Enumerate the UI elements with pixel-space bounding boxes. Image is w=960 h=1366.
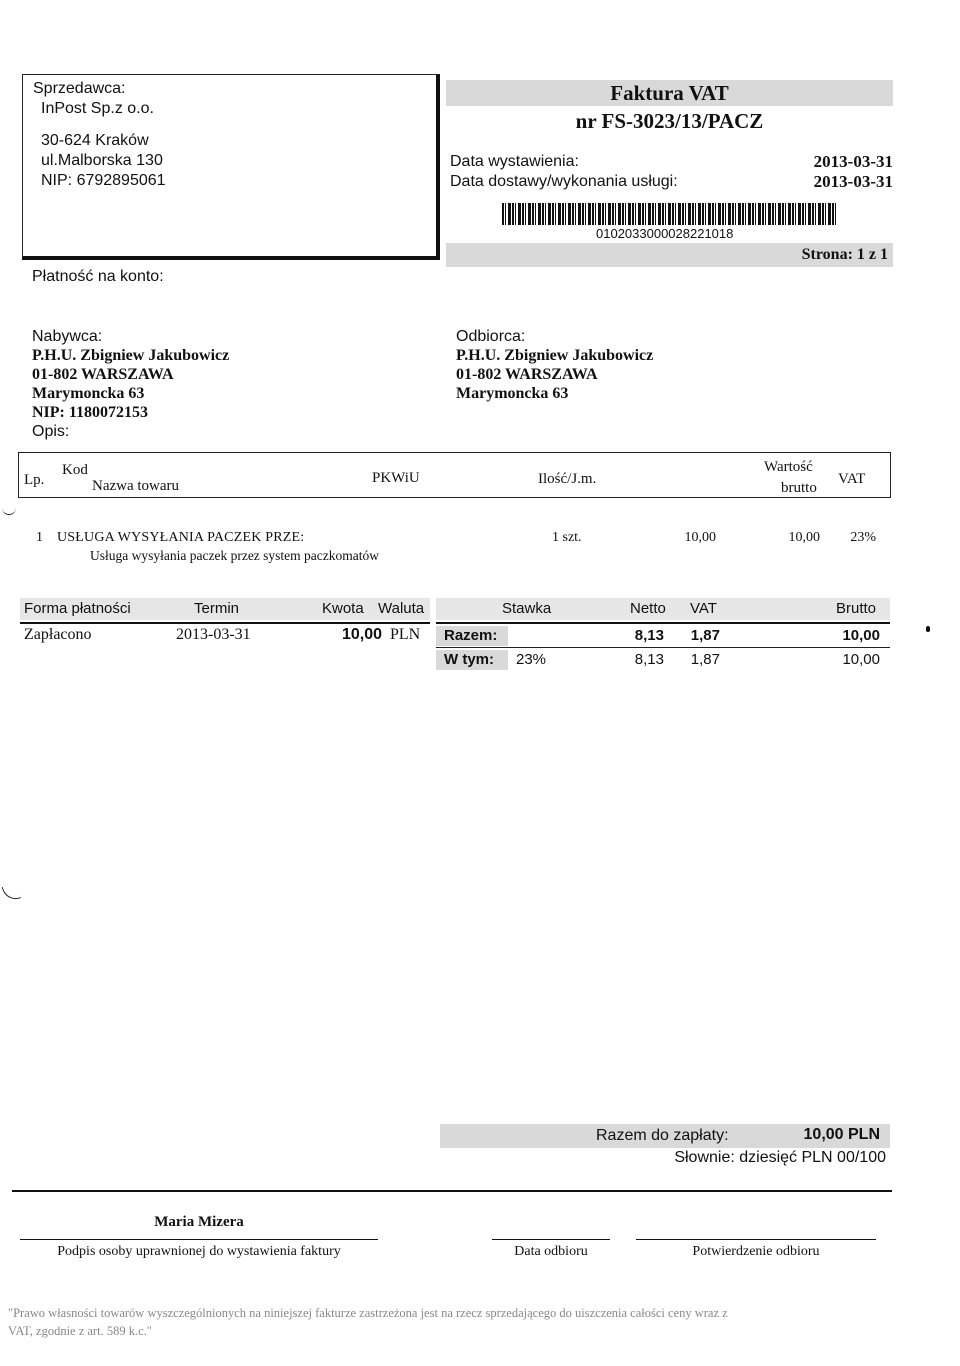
date-line (492, 1239, 610, 1240)
total-label: Razem do zapłaty: (596, 1127, 729, 1144)
item-qty: 1 szt. (552, 530, 582, 545)
total-amount: 10,00 PLN (803, 1126, 880, 1143)
recipient-name: P.H.U. Zbigniew Jakubowicz (456, 347, 654, 364)
confirm-caption: Potwierdzenie odbioru (692, 1244, 820, 1259)
vat-wtym-brutto: 10,00 (842, 651, 880, 668)
page-indicator: Strona: 1 z 1 (801, 246, 888, 263)
seller-name: InPost Sp.z o.o. (41, 100, 154, 117)
vat-wtym-vat: 1,87 (690, 651, 720, 668)
payment-method-label: Płatność na konto: (32, 268, 164, 285)
seller-nip: NIP: 6792895061 (41, 172, 166, 189)
recipient-city: 01-802 WARSZAWA (456, 366, 598, 383)
vat-header-netto: Netto (630, 600, 666, 617)
issue-date-label: Data wystawienia: (450, 153, 579, 170)
vat-wtym-netto: 8,13 (634, 651, 664, 668)
header-ilosc: Ilość/J.m. (538, 471, 597, 487)
seller-label: Sprzedawca: (33, 80, 126, 97)
delivery-date-label: Data dostawy/wykonania usługi: (450, 173, 678, 190)
barcode-number: 0102033000028221018 (596, 226, 734, 241)
header-brutto: brutto (781, 480, 817, 496)
seller-postcode-city: 30-624 Kraków (41, 132, 149, 149)
header-lp: Lp. (24, 472, 45, 488)
item-description: Usługa wysyłania paczek przez system paczkomatów (90, 548, 380, 563)
vat-razem-netto: 8,13 (634, 627, 664, 644)
vat-header-rule (436, 622, 890, 624)
issue-date: 2013-03-31 (813, 152, 893, 171)
issuer-caption: Podpis osoby uprawnionej do wystawienia faktury (57, 1244, 341, 1259)
payment-kwota: 10,00 (341, 626, 382, 643)
payment-header-waluta: Waluta (378, 600, 425, 617)
barcode (502, 203, 836, 225)
recipient-label: Odbiorca: (456, 328, 526, 345)
invoice-title: Faktura VAT (610, 81, 729, 105)
buyer-city: 01-802 WARSZAWA (32, 366, 174, 383)
vat-razem-vat: 1,87 (690, 627, 720, 644)
recipient-street: Marymoncka 63 (456, 385, 569, 402)
signature-top-rule (12, 1190, 892, 1192)
buyer-block (32, 327, 229, 441)
payment-header-kwota: Kwota (322, 600, 364, 617)
legal-note-line1: "Prawo własności towarów wyszczególnionych na niniejszej fakturze zastrzeżona jest na rzecz sprzedającego do uiszczenia całości ceny wraz z (8, 1306, 728, 1320)
header-nazwa: Nazwa towaru (92, 478, 180, 494)
buyer-label: Nabywca: (32, 328, 103, 345)
vat-header-stawka: Stawka (502, 600, 552, 617)
payment-termin: 2013-03-31 (176, 626, 251, 643)
payment-header-termin: Termin (194, 600, 240, 617)
buyer-nip: NIP: 1180072153 (32, 404, 148, 421)
payment-header-rule (20, 622, 430, 624)
payment-waluta: PLN (390, 626, 421, 643)
confirm-line (636, 1239, 876, 1240)
vat-header-vat: VAT (690, 600, 717, 617)
delivery-date: 2013-03-31 (813, 172, 893, 191)
issuer-name: Maria Mizera (154, 1214, 244, 1230)
buyer-opis-label: Opis: (32, 423, 70, 440)
margin-mark (2, 506, 16, 515)
buyer-street: Marymoncka 63 (32, 385, 145, 402)
payment-forma: Zapłacono (24, 626, 92, 643)
header-wartosc: Wartość (764, 459, 813, 475)
invoice-number: nr FS-3023/13/PACZ (575, 109, 764, 133)
item-value: 10,00 (788, 530, 820, 545)
vat-header-brutto: Brutto (836, 600, 877, 617)
seller-street: ul.Malborska 130 (41, 152, 163, 169)
vat-razem-brutto: 10,00 (842, 627, 880, 644)
date-caption: Data odbioru (514, 1244, 588, 1259)
header-kod: Kod (62, 462, 88, 478)
vat-wtym-label: W tym: (444, 651, 494, 668)
scan-dot (926, 626, 930, 632)
item-lp: 1 (36, 530, 43, 545)
header-pkwiu: PKWiU (372, 470, 420, 486)
total-in-words: Słownie: dziesięć PLN 00/100 (674, 1149, 886, 1166)
item-unit-price: 10,00 (684, 530, 716, 545)
issuer-line (20, 1239, 378, 1240)
recipient-block (456, 327, 653, 403)
payment-header-forma: Forma płatności (24, 600, 131, 617)
buyer-name: P.H.U. Zbigniew Jakubowicz (32, 347, 230, 364)
vat-razem-rule (436, 647, 890, 648)
item-name: USŁUGA WYSYŁANIA PACZEK PRZE: (57, 530, 305, 545)
seller-box (22, 74, 440, 260)
legal-note (8, 1304, 888, 1340)
vat-wtym-stawka: 23% (516, 651, 547, 668)
legal-note-line2: VAT, zgodnie z art. 589 k.c." (8, 1324, 152, 1338)
item-vat: 23% (850, 530, 876, 545)
margin-mark (2, 882, 22, 903)
header-vat: VAT (838, 471, 866, 487)
vat-razem-label: Razem: (444, 627, 498, 644)
